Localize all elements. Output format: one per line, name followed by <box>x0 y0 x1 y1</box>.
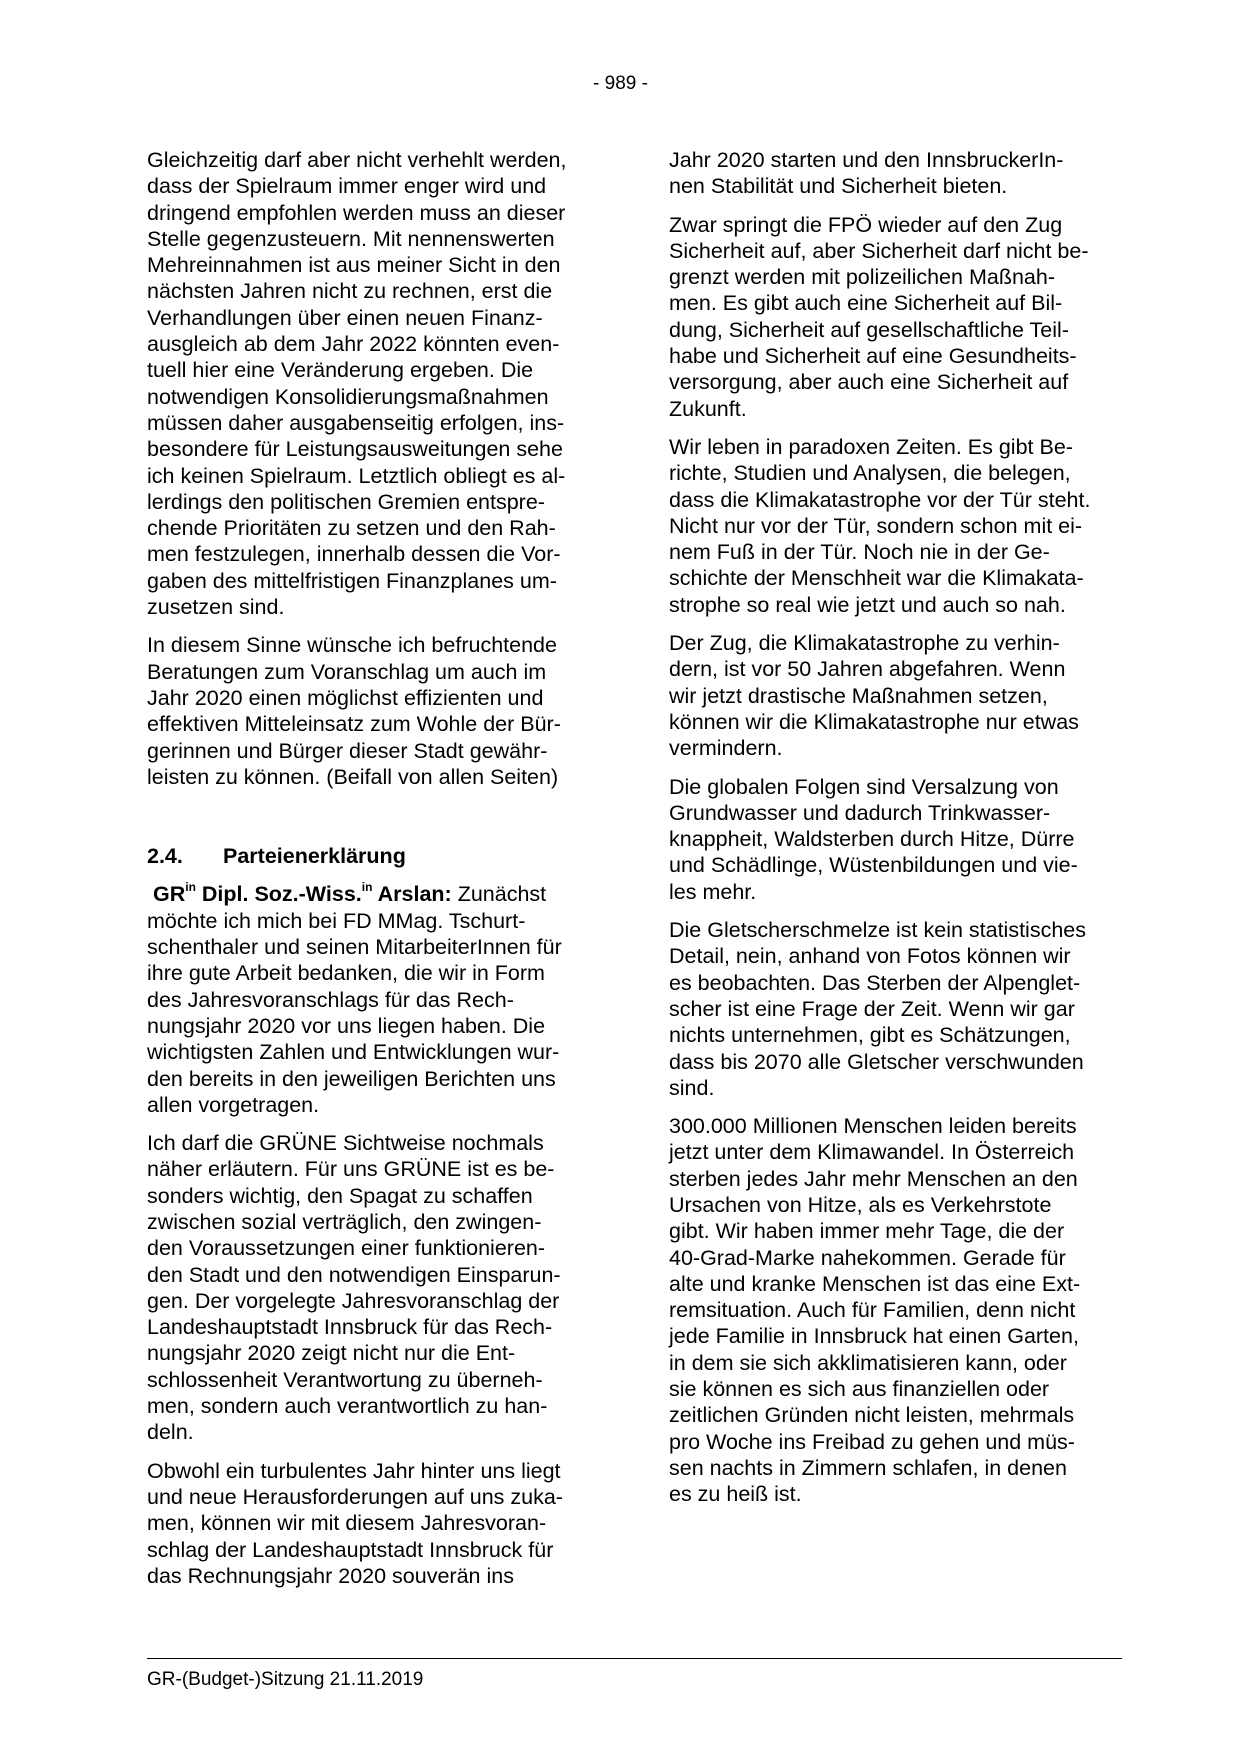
text-line: gaben des mittelfristigen Finanzplanes um- <box>147 568 557 593</box>
text-line: notwendigen Konsolidierungsmaßnahmen <box>147 384 549 409</box>
text-line: chende Prioritäten zu setzen und den Rah- <box>147 516 556 541</box>
paragraph <box>669 1113 1131 1507</box>
text-line: das Rechnungsjahr 2020 souverän ins <box>147 1563 514 1588</box>
paragraph <box>669 774 1131 905</box>
text-line: jede Familie in Innsbruck hat einen Garten, <box>669 1324 1079 1349</box>
text-line: men. Es gibt auch eine Sicherheit auf Bil- <box>669 291 1063 316</box>
text-line: zwischen sozial verträglich, den zwingen- <box>147 1209 542 1234</box>
text-line: schenthaler und seinen MitarbeiterInnen für <box>147 935 562 960</box>
text-line: Obwohl ein turbulentes Jahr hinter uns liegt <box>147 1458 561 1483</box>
text-line: vermindern. <box>669 736 783 761</box>
paragraph <box>669 147 1131 200</box>
text-line: Jahr 2020 starten und den InnsbruckerIn- <box>669 148 1064 172</box>
text-line: 40-Grad-Marke nahekommen. Gerade für <box>669 1245 1066 1270</box>
text-line: den Stadt und den notwendigen Einsparun- <box>147 1262 561 1287</box>
text-line: ausgleich ab dem Jahr 2022 könnten even- <box>147 332 560 357</box>
text-line: dung, Sicherheit auf gesellschaftliche Teil- <box>669 317 1069 342</box>
text-line: 300.000 Millionen Menschen leiden bereits <box>669 1114 1077 1139</box>
text-line: sind. <box>669 1075 715 1100</box>
text-line: schichte der Menschheit war die Klimakata- <box>669 566 1084 591</box>
text-line: Gleichzeitig darf aber nicht verhehlt werden, <box>147 148 567 172</box>
text-line: Landeshauptstadt Innsbruck für das Rech- <box>147 1315 553 1340</box>
text-line: nen Stabilität und Sicherheit bieten. <box>669 174 1008 199</box>
paragraph <box>147 1130 609 1446</box>
text-line: lerdings den politischen Gremien entspre- <box>147 489 545 514</box>
paragraph <box>147 147 609 620</box>
text-line: habe und Sicherheit auf eine Gesundheits- <box>669 344 1077 369</box>
text-line: wir jetzt drastische Maßnahmen setzen, <box>669 683 1048 708</box>
text-line: wichtigsten Zahlen und Entwicklungen wur- <box>147 1040 560 1065</box>
text-line: näher erläutern. Für uns GRÜNE ist es be- <box>147 1157 555 1182</box>
text-line: müssen daher ausgabenseitig erfolgen, ins- <box>147 410 565 435</box>
text-line: Nicht nur vor der Tür, sondern schon mit ei- <box>669 513 1083 538</box>
paragraph <box>669 917 1131 1101</box>
text-line: In diesem Sinne wünsche ich befruchtende <box>147 633 557 658</box>
text-line: Die globalen Folgen sind Versalzung von <box>669 774 1059 799</box>
paragraph <box>669 434 1131 618</box>
paragraph <box>147 632 609 790</box>
text-line: zusetzen sind. <box>147 595 285 620</box>
text-line: sterben jedes Jahr mehr Menschen an den <box>669 1166 1078 1191</box>
text-line: scher ist eine Frage der Zeit. Wenn wir gar <box>669 996 1075 1021</box>
text-line: Jahr 2020 einen möglichst effizienten und <box>147 685 544 710</box>
text-line: den Voraussetzungen einer funktionieren- <box>147 1236 546 1261</box>
text-line: ihre gute Arbeit bedanken, die wir in Form <box>147 961 545 986</box>
text-line: in dem sie sich akklimatisieren kann, oder <box>669 1350 1067 1375</box>
text-line: pro Woche ins Freibad zu gehen und müs- <box>669 1429 1075 1454</box>
text-line: gerinnen und Bürger dieser Stadt gewähr- <box>147 738 548 763</box>
text-line: nem Fuß in der Tür. Noch nie in der Ge- <box>669 540 1050 565</box>
text-line: jetzt unter dem Klimawandel. In Österreich <box>669 1140 1075 1165</box>
text-line: Zukunft. <box>669 396 747 421</box>
text-line: Verhandlungen über einen neuen Finanz- <box>147 305 543 330</box>
text-line: deln. <box>147 1420 194 1445</box>
text-line: dass bis 2070 alle Gletscher verschwunden <box>669 1049 1084 1074</box>
text-line: nichts unternehmen, gibt es Schätzungen, <box>669 1023 1071 1048</box>
text-line: können wir die Klimakatastrophe nur etwas <box>669 709 1079 734</box>
text-line: Wir leben in paradoxen Zeiten. Es gibt Be- <box>669 434 1073 459</box>
text-line: schlossenheit Verantwortung zu überneh- <box>147 1367 543 1392</box>
text-line: men, können wir mit diesem Jahresvoran- <box>147 1511 547 1536</box>
text-line: Zwar springt die FPÖ wieder auf den Zug <box>669 212 1063 237</box>
text-line: alte und kranke Menschen ist das eine Ext- <box>669 1271 1081 1296</box>
text-line: dern, ist vor 50 Jahren abgefahren. Wenn <box>669 657 1066 682</box>
text-line: zeitlichen Gründen nicht leisten, mehrmals <box>669 1403 1075 1428</box>
text-line: Mehreinnahmen ist aus meiner Sicht in den <box>147 253 561 278</box>
text-line: gibt. Wir haben immer mehr Tage, die der <box>669 1219 1065 1244</box>
text-line: les mehr. <box>669 879 757 904</box>
text-line: grenzt werden mit polizeilichen Maßnah- <box>669 265 1055 290</box>
text-line: Beratungen zum Voranschlag um auch im <box>147 659 547 684</box>
right-column <box>669 147 1131 1520</box>
text-line: besondere für Leistungsausweitungen sehe <box>147 437 563 462</box>
text-line: Ursachen von Hitze, als es Verkehrstote <box>669 1192 1052 1217</box>
text-line: leisten zu können. (Beifall von allen Seiten) <box>147 764 559 789</box>
text-line: richte, Studien und Analysen, die belegen, <box>669 461 1071 486</box>
text-line: Der Zug, die Klimakatastrophe zu verhin- <box>669 631 1060 656</box>
speech-text <box>147 908 609 1118</box>
text-line: Die Gletscherschmelze ist kein statistisches <box>669 918 1087 943</box>
speaker-line-text: Zunächst <box>457 882 547 907</box>
section-heading <box>147 843 609 869</box>
footer-text: GR-(Budget-)Sitzung 21.11.2019 <box>147 1669 424 1690</box>
section-number: 2.4. <box>147 844 183 869</box>
text-line: es beobachten. Das Sterben der Alpenglet- <box>669 970 1081 995</box>
section-title: Parteienerklärung <box>223 844 406 869</box>
speaker-role: $GR^{in}$ Dipl. Soz.-Wiss.$^{in}$ Arslan: <box>152 880 452 907</box>
left-column <box>147 147 609 1601</box>
text-line: ich keinen Spielraum. Letztlich obliegt es al- <box>147 463 566 488</box>
text-line: gen. Der vorgelegte Jahresvoranschlag der <box>147 1288 560 1313</box>
text-line: remsituation. Auch für Familien, denn nicht <box>669 1298 1076 1323</box>
text-line: nungsjahr 2020 zeigt nicht nur die Ent- <box>147 1341 516 1366</box>
text-line: versorgung, aber auch eine Sicherheit auf <box>669 370 1069 395</box>
text-line: den bereits in den jeweiligen Berichten uns <box>147 1066 556 1091</box>
paragraph <box>147 1458 609 1589</box>
text-line: es zu heiß ist. <box>669 1482 802 1507</box>
speech-paragraph <box>147 881 609 1118</box>
text-line: und Schädlinge, Wüstenbildungen und vie- <box>669 853 1078 878</box>
text-line: Stelle gegenzusteuern. Mit nennenswerten <box>147 226 555 251</box>
text-line: sie können es sich aus finanziellen oder <box>669 1377 1050 1402</box>
footer-rule <box>147 1658 1122 1659</box>
text-line: men, sondern auch verantwortlich zu han- <box>147 1394 548 1419</box>
text-line: des Jahresvoranschlags für das Rech- <box>147 987 514 1012</box>
text-line: Sicherheit auf, aber Sicherheit darf nicht be- <box>669 238 1089 263</box>
text-line: allen vorgetragen. <box>147 1092 320 1117</box>
text-line: und neue Herausforderungen auf uns zuka- <box>147 1484 563 1509</box>
text-line: men festzulegen, innerhalb dessen die Vor- <box>147 542 561 567</box>
text-line: effektiven Mitteleinsatz zum Wohle der Bür- <box>147 712 561 737</box>
text-line: knappheit, Waldsterben durch Hitze, Dürre <box>669 827 1075 852</box>
text-line: sonders wichtig, den Spagat zu schaffen <box>147 1183 533 1208</box>
paragraph <box>669 630 1131 761</box>
paragraph <box>669 212 1131 422</box>
text-line: strophe so real wie jetzt und auch so nah. <box>669 592 1066 617</box>
text-line: dass der Spielraum immer enger wird und <box>147 174 547 199</box>
text-line: Detail, nein, anhand von Fotos können wir <box>669 944 1071 969</box>
text-line: Grundwasser und dadurch Trinkwasser- <box>669 800 1051 825</box>
speaker-line <box>147 881 609 907</box>
text-line: sen nachts in Zimmern schlafen, in denen <box>669 1455 1067 1480</box>
text-line: schlag der Landeshauptstadt Innsbruck für <box>147 1537 554 1562</box>
page-number: - 989 - <box>593 73 648 94</box>
text-line: nungsjahr 2020 vor uns liegen haben. Die <box>147 1013 546 1038</box>
text-line: möchte ich mich bei FD MMag. Tschurt- <box>147 908 526 933</box>
text-line: dass die Klimakatastrophe vor der Tür steht. <box>669 487 1091 512</box>
text-line: tuell hier eine Veränderung ergeben. Die <box>147 358 534 383</box>
text-line: Ich darf die GRÜNE Sichtweise nochmals <box>147 1131 544 1156</box>
text-line: dringend empfohlen werden muss an dieser <box>147 200 566 225</box>
text-line: nächsten Jahren nicht zu rechnen, erst die <box>147 279 553 304</box>
